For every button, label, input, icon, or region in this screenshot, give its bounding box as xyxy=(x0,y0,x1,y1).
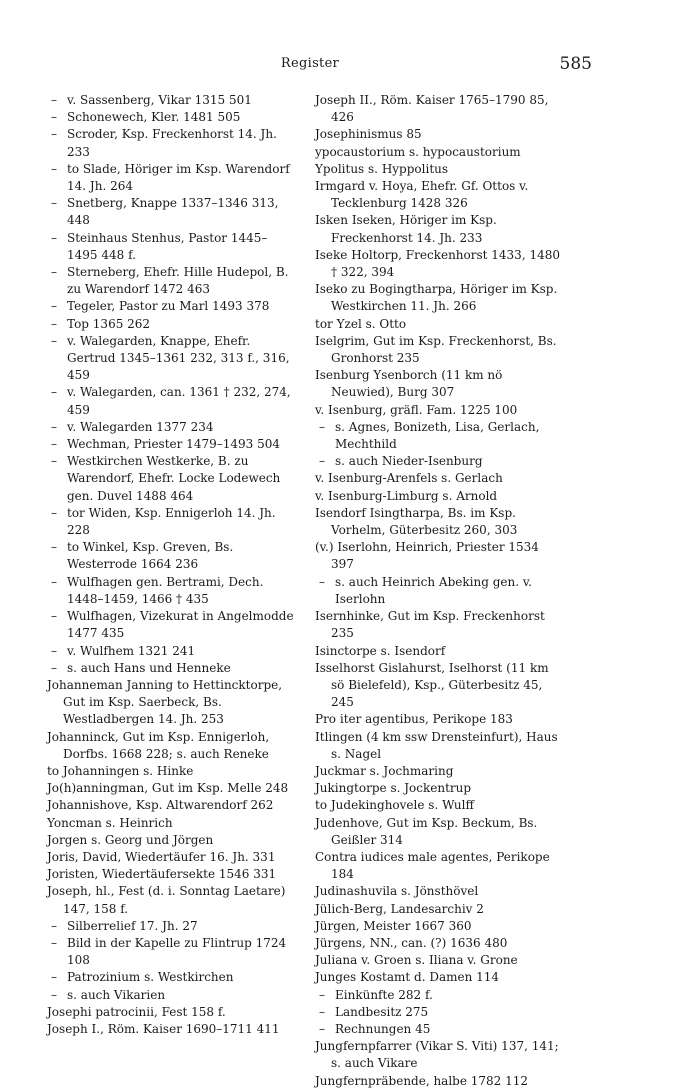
index-entry: Jukingtorpe s. Jockentrup xyxy=(315,781,472,796)
index-subentry: – Wulfhagen gen. Bertrami, Dech. 1448–1459, 1466 † 435 xyxy=(47,574,295,608)
index-subentry: – Wechman, Priester 1479–1493 504 xyxy=(47,436,295,453)
index-subentry: – s. auch Vikarien xyxy=(47,987,295,1004)
index-entry: ypocaustorium s. hypocaustorium xyxy=(315,144,521,159)
index-entry: Jürgen, Meister 1667 360 xyxy=(315,918,472,933)
index-subentry: – tor Widen, Ksp. Ennigerloh 14. Jh. 228 xyxy=(47,505,295,539)
index-column-right xyxy=(315,92,565,1090)
index-entry: Iseko zu Bogingtharpa, Höriger im Ksp. Westkirchen 11. Jh. 266 xyxy=(315,282,558,314)
index-entry: Isendorf Isingtharpa, Bs. im Ksp. Vorhelm, Güterbesitz 260, 303 xyxy=(315,505,518,538)
index-entry: to Judekinghovele s. Wulff xyxy=(315,798,475,813)
index-entry: Josephi patrocinii, Fest 158 f. xyxy=(47,1004,226,1019)
index-entry: Isenburg Ysenborch (11 km nö Neuwied), Burg 307 xyxy=(315,368,503,400)
index-entry: to Johanningen s. Hinke xyxy=(47,763,194,778)
index-entry: Johanneman Janning to Hettincktorpe, Gut im Ksp. Saerbeck, Bs. Westladbergen 14. Jh. 253 xyxy=(47,677,283,727)
index-entry: Contra iudices male agentes, Perikope 184 xyxy=(315,849,550,882)
index-entry: v. Isenburg, gräfl. Fam. 1225 100 xyxy=(315,402,518,417)
index-entry: Judinashuvila s. Jönsthövel xyxy=(315,884,479,899)
index-subentry: – s. Agnes, Bonizeth, Lisa, Gerlach, Mechthild xyxy=(315,419,565,453)
index-subentry: – Einkünfte 282 f. xyxy=(315,987,565,1004)
index-entry: Isernhinke, Gut im Ksp. Freckenhorst 235 xyxy=(315,609,545,641)
index-subentry: – v. Walegarden, can. 1361 † 232, 274, 459 xyxy=(47,384,295,418)
index-subentry: – v. Walegarden 1377 234 xyxy=(47,419,295,436)
index-subentry: – Bild in der Kapelle zu Flintrup 1724 108 xyxy=(47,935,295,969)
index-subentry: – Landbesitz 275 xyxy=(315,1004,565,1021)
index-subentry: – Snetberg, Knappe 1337–1346 313, 448 xyxy=(47,195,295,229)
index-subentry: – v. Wulfhem 1321 241 xyxy=(47,643,295,660)
index-column-left xyxy=(47,92,295,1038)
index-entry: Ypolitus s. Hyppolitus xyxy=(315,161,449,176)
index-subentry: – v. Walegarden, Knappe, Ehefr. Gertrud 1345–1361 232, 313 f., 316, 459 xyxy=(47,333,295,385)
page-number: 585 xyxy=(559,54,592,74)
index-entry: Jürgens, NN., can. (?) 1636 480 xyxy=(315,935,508,950)
index-subentry: – Westkirchen Westkerke, B. zu Warendorf, Ehefr. Locke Lodewech gen. Duvel 1488 464 xyxy=(47,453,295,505)
index-subentry: – Schonewech, Kler. 1481 505 xyxy=(47,109,295,126)
index-entry: Irmgard v. Hoya, Ehefr. Gf. Ottos v. Tecklenburg 1428 326 xyxy=(315,179,529,211)
index-subentry: – s. auch Hans und Henneke xyxy=(47,660,295,677)
index-entry: Joseph I., Röm. Kaiser 1690–1711 411 xyxy=(47,1021,280,1036)
index-subentry: – to Winkel, Ksp. Greven, Bs. Westerrode 1664 236 xyxy=(47,539,295,573)
index-subentry: – s. auch Heinrich Abeking gen. v. Iserlohn xyxy=(315,574,565,608)
index-entry: Judenhove, Gut im Ksp. Beckum, Bs. Geißler 314 xyxy=(315,815,538,847)
index-subentry: – Wulfhagen, Vizekurat in Angelmodde 1477 435 xyxy=(47,608,295,642)
index-entry: Junges Kostamt d. Damen 114 xyxy=(315,970,500,985)
index-subentry: – to Slade, Höriger im Ksp. Warendorf 14. Jh. 264 xyxy=(47,161,295,195)
index-entry: Jülich-Berg, Landesarchiv 2 xyxy=(315,901,484,916)
index-subentry: – Silberrelief 17. Jh. 27 xyxy=(47,918,295,935)
index-entry: Itlingen (4 km ssw Drensteinfurt), Haus s. Nagel xyxy=(315,729,558,761)
index-subentry: – s. auch Nieder-Isenburg xyxy=(315,453,565,470)
index-subentry: – Sterneberg, Ehefr. Hille Hudepol, B. zu Warendorf 1472 463 xyxy=(47,264,295,298)
index-entry: Iseke Holtorp, Freckenhorst 1433, 1480 † 322, 394 xyxy=(315,247,560,280)
index-subentry: – Rechnungen 45 xyxy=(315,1021,565,1038)
running-head: Register xyxy=(280,56,340,71)
index-subentry: – Steinhaus Stenhus, Pastor 1445–1495 448 f. xyxy=(47,230,295,264)
index-subentry: – Tegeler, Pastor zu Marl 1493 378 xyxy=(47,298,295,315)
index-subentry: – Top 1365 262 xyxy=(47,316,295,333)
index-entry: Johannishove, Ksp. Altwarendorf 262 xyxy=(47,798,274,813)
index-entry: v. Isenburg-Limburg s. Arnold xyxy=(315,488,498,503)
index-entry: Jorgen s. Georg und Jörgen xyxy=(47,832,214,847)
index-entry: v. Isenburg-Arenfels s. Gerlach xyxy=(315,471,503,486)
index-subentry: – Scroder, Ksp. Freckenhorst 14. Jh. 233 xyxy=(47,126,295,160)
index-subentry: – v. Sassenberg, Vikar 1315 501 xyxy=(47,92,295,109)
index-entry: Pro iter agentibus, Perikope 183 xyxy=(315,712,513,727)
index-entry: (v.) Iserlohn, Heinrich, Priester 1534 397 xyxy=(315,540,539,572)
page-header xyxy=(0,56,700,80)
index-entry: Juckmar s. Jochmaring xyxy=(315,763,454,778)
index-entry: Isselhorst Gislahurst, Iselhorst (11 km sö Bielefeld), Ksp., Güterbesitz 45, 245 xyxy=(315,660,549,710)
index-subentry: – Patrozinium s. Westkirchen xyxy=(47,969,295,986)
index-entry: Joris, David, Wiedertäufer 16. Jh. 331 xyxy=(47,849,276,864)
index-entry: Juliana v. Groen s. Iliana v. Grone xyxy=(315,953,518,968)
index-entry: Yoncman s. Heinrich xyxy=(47,815,173,830)
index-entry: tor Yzel s. Otto xyxy=(315,316,407,331)
index-entry: Iselgrim, Gut im Ksp. Freckenhorst, Bs. Gronhorst 235 xyxy=(315,333,557,366)
index-entry: Jo(h)anningman, Gut im Ksp. Melle 248 xyxy=(47,781,289,796)
index-entry: Jungfernpfarrer (Vikar S. Viti) 137, 141; s. auch Vikare xyxy=(315,1039,559,1071)
index-entry: Isinctorpe s. Isendorf xyxy=(315,643,446,658)
index-entry: Jungfernpräbende, halbe 1782 112 xyxy=(315,1073,529,1088)
index-entry: Joseph II., Röm. Kaiser 1765–1790 85, 426 xyxy=(315,93,549,125)
index-entry: Joseph, hl., Fest (d. i. Sonntag Laetare) 147, 158 f. xyxy=(47,884,286,916)
index-entry: Josephinismus 85 xyxy=(315,127,422,142)
index-entry: Joristen, Wiedertäufersekte 1546 331 xyxy=(47,867,277,882)
index-entry: Johanninck, Gut im Ksp. Ennigerloh, Dorfbs. 1668 228; s. auch Reneke xyxy=(47,729,270,761)
index-entry: Isken Iseken, Höriger im Ksp. Freckenhorst 14. Jh. 233 xyxy=(315,213,497,245)
